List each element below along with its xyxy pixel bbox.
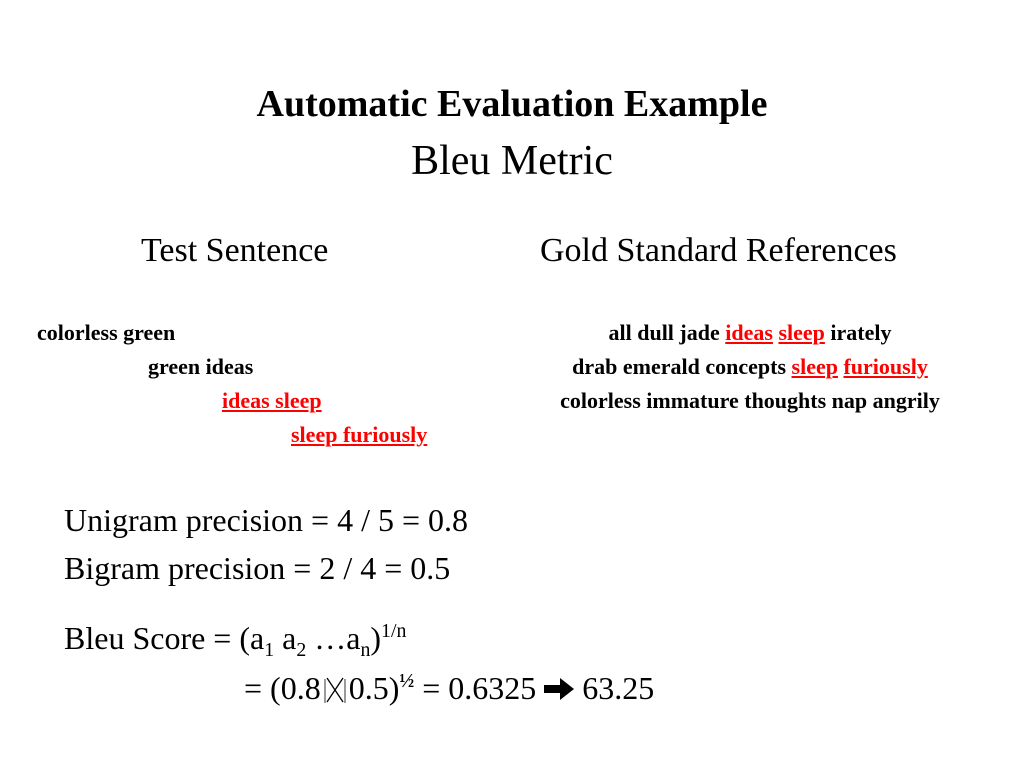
reference-sentence — [496, 320, 1004, 346]
ngram-text: colorless green — [37, 320, 176, 345]
test-ngram — [291, 422, 427, 448]
bleu-formula — [64, 620, 406, 662]
ref-text: drab emerald concepts — [572, 354, 792, 379]
superscript: ½ — [399, 670, 415, 693]
matched-ngram-text: sleep furiously — [291, 422, 428, 447]
bleu-result: 63.25 — [582, 670, 655, 706]
gold-references-heading: Gold Standard References — [540, 232, 897, 269]
formula-text: = 0.6325 — [414, 670, 537, 706]
test-ngram — [222, 388, 322, 414]
ref-match: ideas — [725, 320, 773, 345]
subscript: n — [360, 638, 371, 661]
ref-match: sleep — [791, 354, 838, 379]
bleu-computation — [244, 670, 654, 707]
ref-text: irately — [824, 320, 892, 345]
right-arrow-icon — [542, 676, 576, 702]
slide-subtitle: Bleu Metric — [411, 138, 613, 184]
subscript: 1 — [264, 638, 275, 661]
unigram-precision: Unigram precision = 4 / 5 = 0.8 — [64, 502, 469, 538]
formula-text: a — [274, 620, 297, 656]
matched-ngram-text: ideas sleep — [222, 388, 322, 413]
ref-text: all dull jade — [608, 320, 726, 345]
formula-text: ) — [370, 620, 382, 656]
superscript: 1/n — [381, 620, 407, 643]
reference-sentence — [496, 354, 1004, 380]
test-ngram — [148, 354, 253, 380]
reference-sentence — [496, 388, 1004, 414]
formula-text: 0.5) — [348, 670, 400, 706]
ref-text: colorless immature thoughts nap angrily — [560, 388, 940, 413]
ngram-text: green ideas — [148, 354, 254, 379]
formula-text: = (0.8 — [244, 670, 321, 706]
slide-title: Automatic Evaluation Example — [256, 83, 768, 125]
ref-match: furiously — [843, 354, 928, 379]
formula-text: Bleu Score = (a — [64, 620, 265, 656]
ref-match: sleep — [778, 320, 825, 345]
multiply-icon — [324, 675, 346, 705]
bigram-precision: Bigram precision = 2 / 4 = 0.5 — [64, 550, 451, 586]
subscript: 2 — [296, 638, 307, 661]
test-ngram — [37, 320, 175, 346]
formula-text: …a — [306, 620, 361, 656]
test-sentence-heading: Test Sentence — [141, 232, 329, 269]
